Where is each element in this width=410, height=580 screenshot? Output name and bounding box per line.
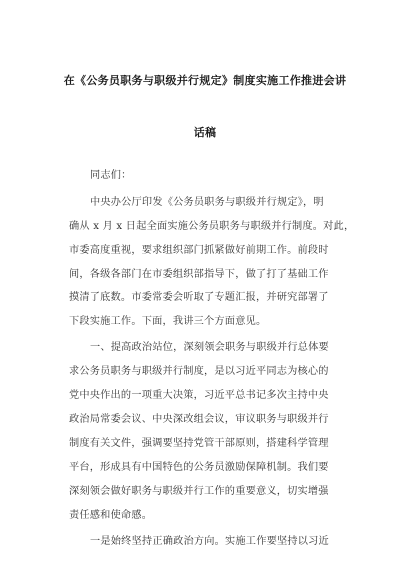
paragraph-line: 政治局常委会议、中央深改组会议，审议职务与职级并行 [69,414,329,425]
document-title-line-2: 话稿 [193,126,217,139]
paragraph-line: 深刻领会做好职务与职级并行工作的重要意义，切实增强 [69,486,329,497]
paragraph-line: 求公务员职务与职级并行制度，是以习近平同志为核心的 [69,366,329,377]
paragraph-line: 责任感和使命感。 [69,510,153,521]
paragraph-line: 间，各级各部门在市委组织部指导下，做了打了基础工作 [69,269,329,280]
paragraph-line: 党中央作出的一项重大决策，习近平总书记多次主持中央 [69,390,329,401]
paragraph-line: 下段实施工作。下面，我讲三个方面意见。 [69,316,267,327]
paragraph-line: 确从 x 月 x 日起全面实施公务员职务与职级并行制度。对此， [69,221,355,232]
salutation: 同志们： [90,170,132,181]
document-title-line-1: 在《公务员职务与职级并行规定》制度实施工作推进会讲 [63,74,347,87]
paragraph-line: 中央办公厅印发《公务员职务与职级并行规定》，明 [90,197,324,208]
paragraph-line: 摸清了底数。市委常委会听取了专题汇报，并研究部署了 [69,292,329,303]
paragraph-line: 一、提高政治站位，深刻领会职务与职级并行总体要 [90,342,329,353]
paragraph-line: 一是始终坚持正确政治方向。实施工作要坚持以习近 [90,536,329,547]
paragraph-line: 市委高度重视，要求组织部门抓紧做好前期工作。前段时 [69,245,329,256]
paragraph-line: 制度有关文件，强调要坚持党管干部原则，搭建科学管理 [69,438,329,449]
paragraph-line: 平台，形成具有中国特色的公务员激励保障机制。我们要 [69,462,329,473]
